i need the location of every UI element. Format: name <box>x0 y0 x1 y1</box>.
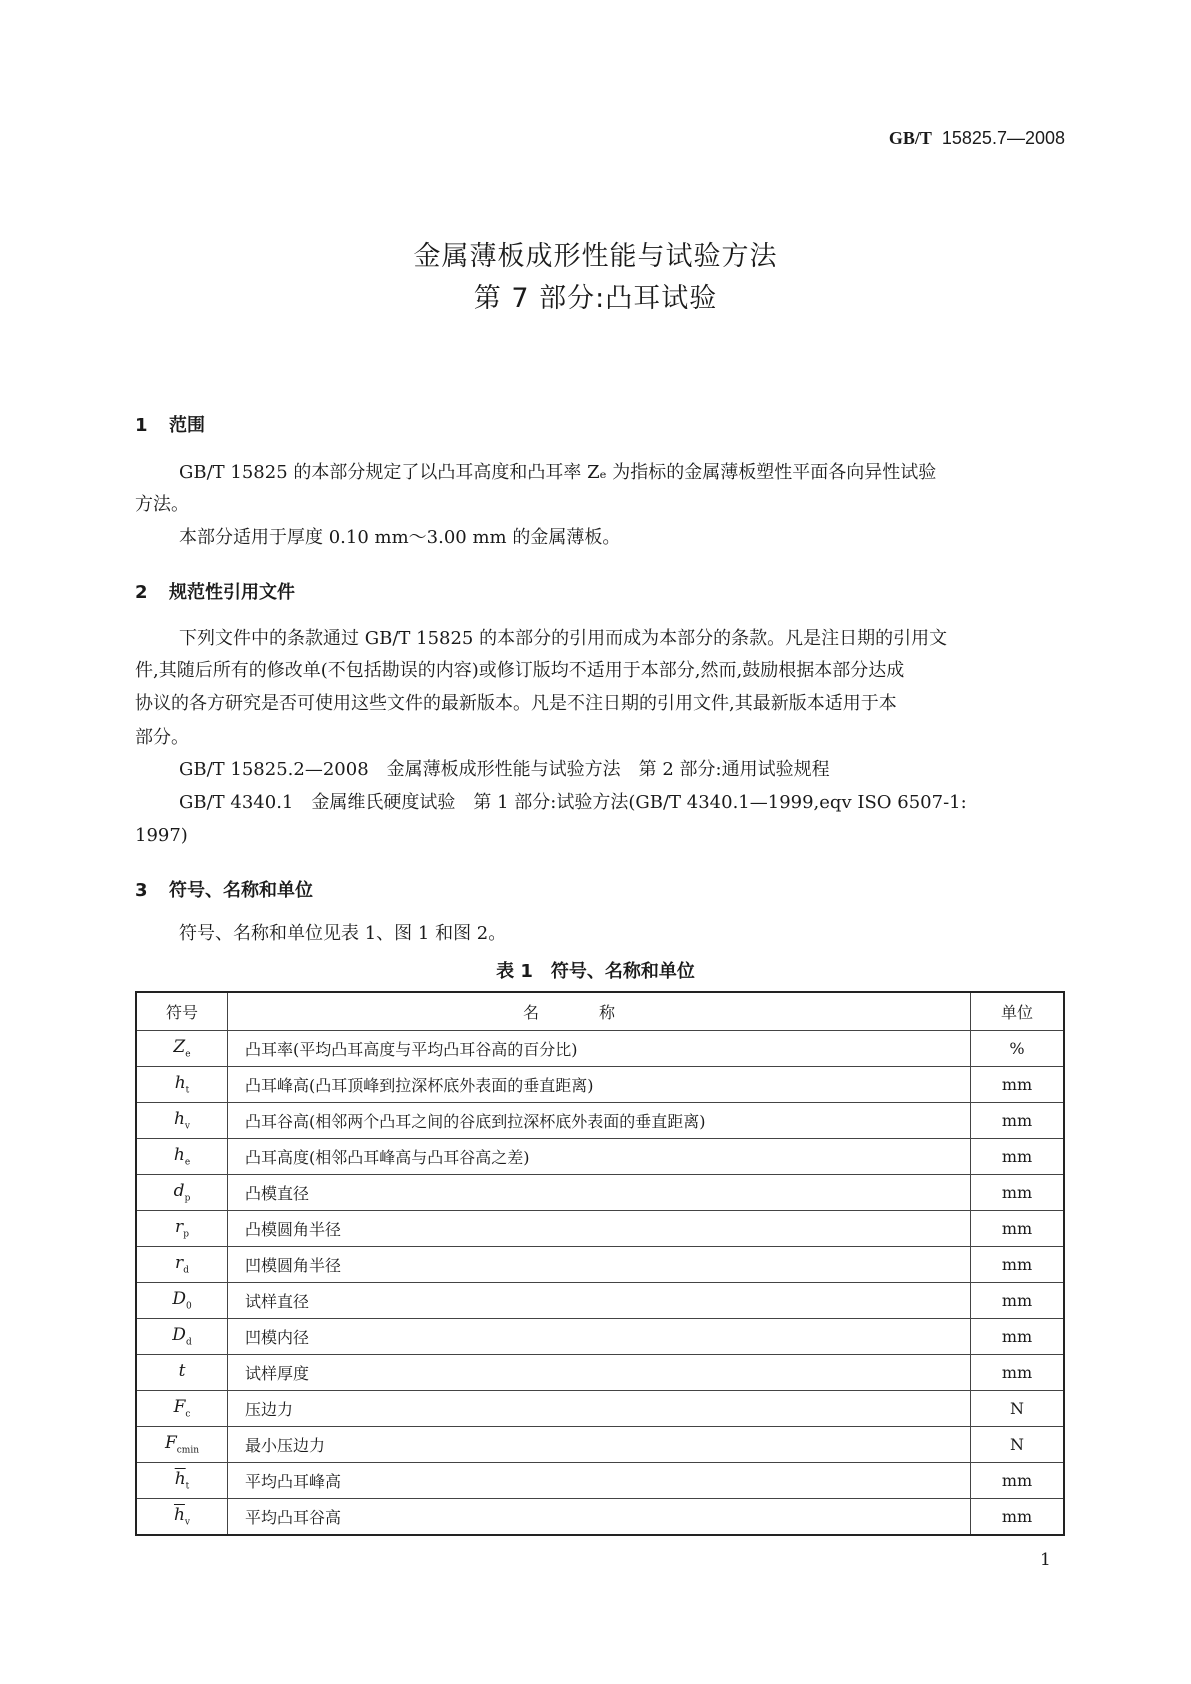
symbol-base: t <box>178 1361 186 1382</box>
symbol-cell <box>136 1319 228 1355</box>
table-header-row <box>136 992 1064 1031</box>
paragraph-line: 本部分适用于厚度 0.10 mm～3.00 mm 的金属薄板。 <box>179 527 621 548</box>
unit-cell: mm <box>971 1499 1065 1536</box>
symbol-subscript: c <box>185 1409 191 1420</box>
name-cell: 凸耳谷高(相邻两个凸耳之间的谷底到拉深杯底外表面的垂直距离) <box>228 1103 971 1139</box>
unit-cell: % <box>971 1031 1065 1067</box>
symbol-subscript: e <box>185 1049 191 1060</box>
name-cell: 凹模圆角半径 <box>228 1247 971 1283</box>
header-name: 名称 <box>228 992 971 1031</box>
table-row <box>136 1211 1064 1247</box>
unit-cell: mm <box>971 1247 1065 1283</box>
symbol-cell <box>136 1283 228 1319</box>
symbol-subscript: v <box>184 1517 191 1528</box>
symbol-base: F <box>173 1397 186 1418</box>
symbol <box>173 1109 191 1132</box>
unit-cell: mm <box>971 1463 1065 1499</box>
symbol <box>174 1469 190 1492</box>
symbol-base: h <box>173 1109 185 1130</box>
symbol-subscript: cmin <box>176 1445 200 1456</box>
symbol-base: d <box>173 1181 185 1202</box>
table-row <box>136 1463 1064 1499</box>
paragraph-line: 件,其随后所有的修改单(不包括勘误的内容)或修订版均不适用于本部分,然而,鼓励根据本部分达成 <box>135 660 905 681</box>
unit-cell: N <box>971 1391 1065 1427</box>
symbol-cell <box>136 1355 228 1391</box>
paragraph-line: 部分。 <box>135 727 189 748</box>
unit-cell: mm <box>971 1067 1065 1103</box>
symbol-subscript: v <box>184 1121 191 1132</box>
symbol-cell <box>136 1211 228 1247</box>
unit-cell: mm <box>971 1103 1065 1139</box>
symbol-cell <box>136 1499 228 1536</box>
symbol-cell <box>136 1031 228 1067</box>
symbol <box>173 1037 191 1060</box>
symbol <box>179 1361 186 1381</box>
symbol-cell <box>136 1103 228 1139</box>
symbol-subscript: e <box>184 1157 191 1168</box>
symbol-base: Z <box>173 1037 186 1058</box>
symbol-base: h <box>173 1145 185 1166</box>
table-row <box>136 1391 1064 1427</box>
name-cell: 凸耳峰高(凸耳顶峰到拉深杯底外表面的垂直距离) <box>228 1067 971 1103</box>
table-row <box>136 1247 1064 1283</box>
table-row <box>136 1103 1064 1139</box>
table-row <box>136 1355 1064 1391</box>
symbol-cell <box>136 1463 228 1499</box>
table-row <box>136 1067 1064 1103</box>
table-row <box>136 1427 1064 1463</box>
symbol-subscript: 0 <box>185 1301 192 1312</box>
unit-cell: mm <box>971 1211 1065 1247</box>
paragraph-line: 符号、名称和单位见表 1、图 1 和图 2。 <box>179 923 507 944</box>
symbol <box>173 1181 191 1204</box>
unit-cell: mm <box>971 1139 1065 1175</box>
symbol <box>175 1253 189 1276</box>
symbol-subscript: d <box>185 1337 192 1348</box>
page-number: 1 <box>1040 1550 1051 1570</box>
name-cell: 凸耳率(平均凸耳高度与平均凸耳谷高的百分比) <box>228 1031 971 1067</box>
name-cell: 凹模内径 <box>228 1319 971 1355</box>
paragraph-line: 协议的各方研究是否可使用这些文件的最新版本。凡是不注日期的引用文件,其最新版本适用于本 <box>135 693 897 714</box>
symbol-subscript: p <box>184 1193 191 1204</box>
symbol <box>174 1073 190 1096</box>
section-heading-2: 2 规范性引用文件 <box>135 582 295 603</box>
symbol <box>173 1505 191 1528</box>
name-cell: 最小压边力 <box>228 1427 971 1463</box>
name-cell: 凸模直径 <box>228 1175 971 1211</box>
symbol <box>172 1325 192 1348</box>
document-title: 金属薄板成形性能与试验方法 <box>413 241 778 272</box>
symbol-base: D <box>172 1325 186 1346</box>
symbol-cell <box>136 1175 228 1211</box>
symbol <box>164 1433 200 1456</box>
table-row <box>136 1031 1064 1067</box>
symbol-cell <box>136 1247 228 1283</box>
symbol-base: r <box>175 1253 184 1274</box>
reference-item: GB/T 15825.2—2008 金属薄板成形性能与试验方法 第 2 部分:通用试验规程 <box>179 759 830 780</box>
header-symbol: 符号 <box>136 992 228 1031</box>
unit-cell: N <box>971 1427 1065 1463</box>
paragraph-line: GB/T 15825 的本部分规定了以凸耳高度和凸耳率 Zₑ 为指标的金属薄板塑性平面各向异性试验 <box>179 462 937 483</box>
name-cell: 试样直径 <box>228 1283 971 1319</box>
table-row <box>136 1319 1064 1355</box>
reference-item: GB/T 4340.1 金属维氏硬度试验 第 1 部分:试验方法(GB/T 4340.1—1999,eqv ISO 6507-1: <box>179 792 967 813</box>
symbol-base: F <box>164 1433 177 1454</box>
symbol-cell <box>136 1391 228 1427</box>
section-heading-1: 1 范围 <box>135 415 205 436</box>
symbol-subscript: t <box>185 1085 190 1096</box>
symbol-subscript: t <box>185 1481 190 1492</box>
symbol <box>172 1289 192 1312</box>
table-row <box>136 1499 1064 1536</box>
paragraph-line: 下列文件中的条款通过 GB/T 15825 的本部分的引用而成为本部分的条款。凡是注日期的引用文 <box>179 628 948 649</box>
symbol <box>173 1145 191 1168</box>
symbol-subscript: p <box>183 1229 189 1240</box>
name-cell: 凸模圆角半径 <box>228 1211 971 1247</box>
paragraph-line: 方法。 <box>135 494 189 515</box>
symbol <box>173 1397 191 1420</box>
name-cell: 凸耳高度(相邻凸耳峰高与凸耳谷高之差) <box>228 1139 971 1175</box>
document-subtitle: 第 7 部分:凸耳试验 <box>473 283 718 314</box>
standard-number: GB/T 15825.7—2008 <box>888 128 1065 148</box>
symbol-base: h <box>174 1073 186 1094</box>
symbols-table <box>135 991 1065 1536</box>
unit-cell: mm <box>971 1355 1065 1391</box>
unit-cell: mm <box>971 1319 1065 1355</box>
name-cell: 平均凸耳谷高 <box>228 1499 971 1536</box>
symbol-cell <box>136 1067 228 1103</box>
symbol-base: $\overline{h}$ <box>173 1505 185 1526</box>
table-row <box>136 1175 1064 1211</box>
symbol-base: $\overline{h}$ <box>174 1469 186 1490</box>
symbol-cell <box>136 1427 228 1463</box>
symbol-cell <box>136 1139 228 1175</box>
symbol-subscript: d <box>183 1265 189 1276</box>
name-cell: 平均凸耳峰高 <box>228 1463 971 1499</box>
unit-cell: mm <box>971 1175 1065 1211</box>
unit-cell: mm <box>971 1283 1065 1319</box>
symbol-base: D <box>172 1289 186 1310</box>
section-heading-3: 3 符号、名称和单位 <box>135 880 313 901</box>
symbol-base: r <box>175 1217 184 1238</box>
table-row <box>136 1283 1064 1319</box>
reference-item-cont: 1997) <box>135 825 188 846</box>
table-caption: 表 1 符号、名称和单位 <box>496 961 695 982</box>
header-unit: 单位 <box>971 992 1065 1031</box>
symbol <box>175 1217 189 1240</box>
name-cell: 压边力 <box>228 1391 971 1427</box>
name-cell: 试样厚度 <box>228 1355 971 1391</box>
table-row <box>136 1139 1064 1175</box>
